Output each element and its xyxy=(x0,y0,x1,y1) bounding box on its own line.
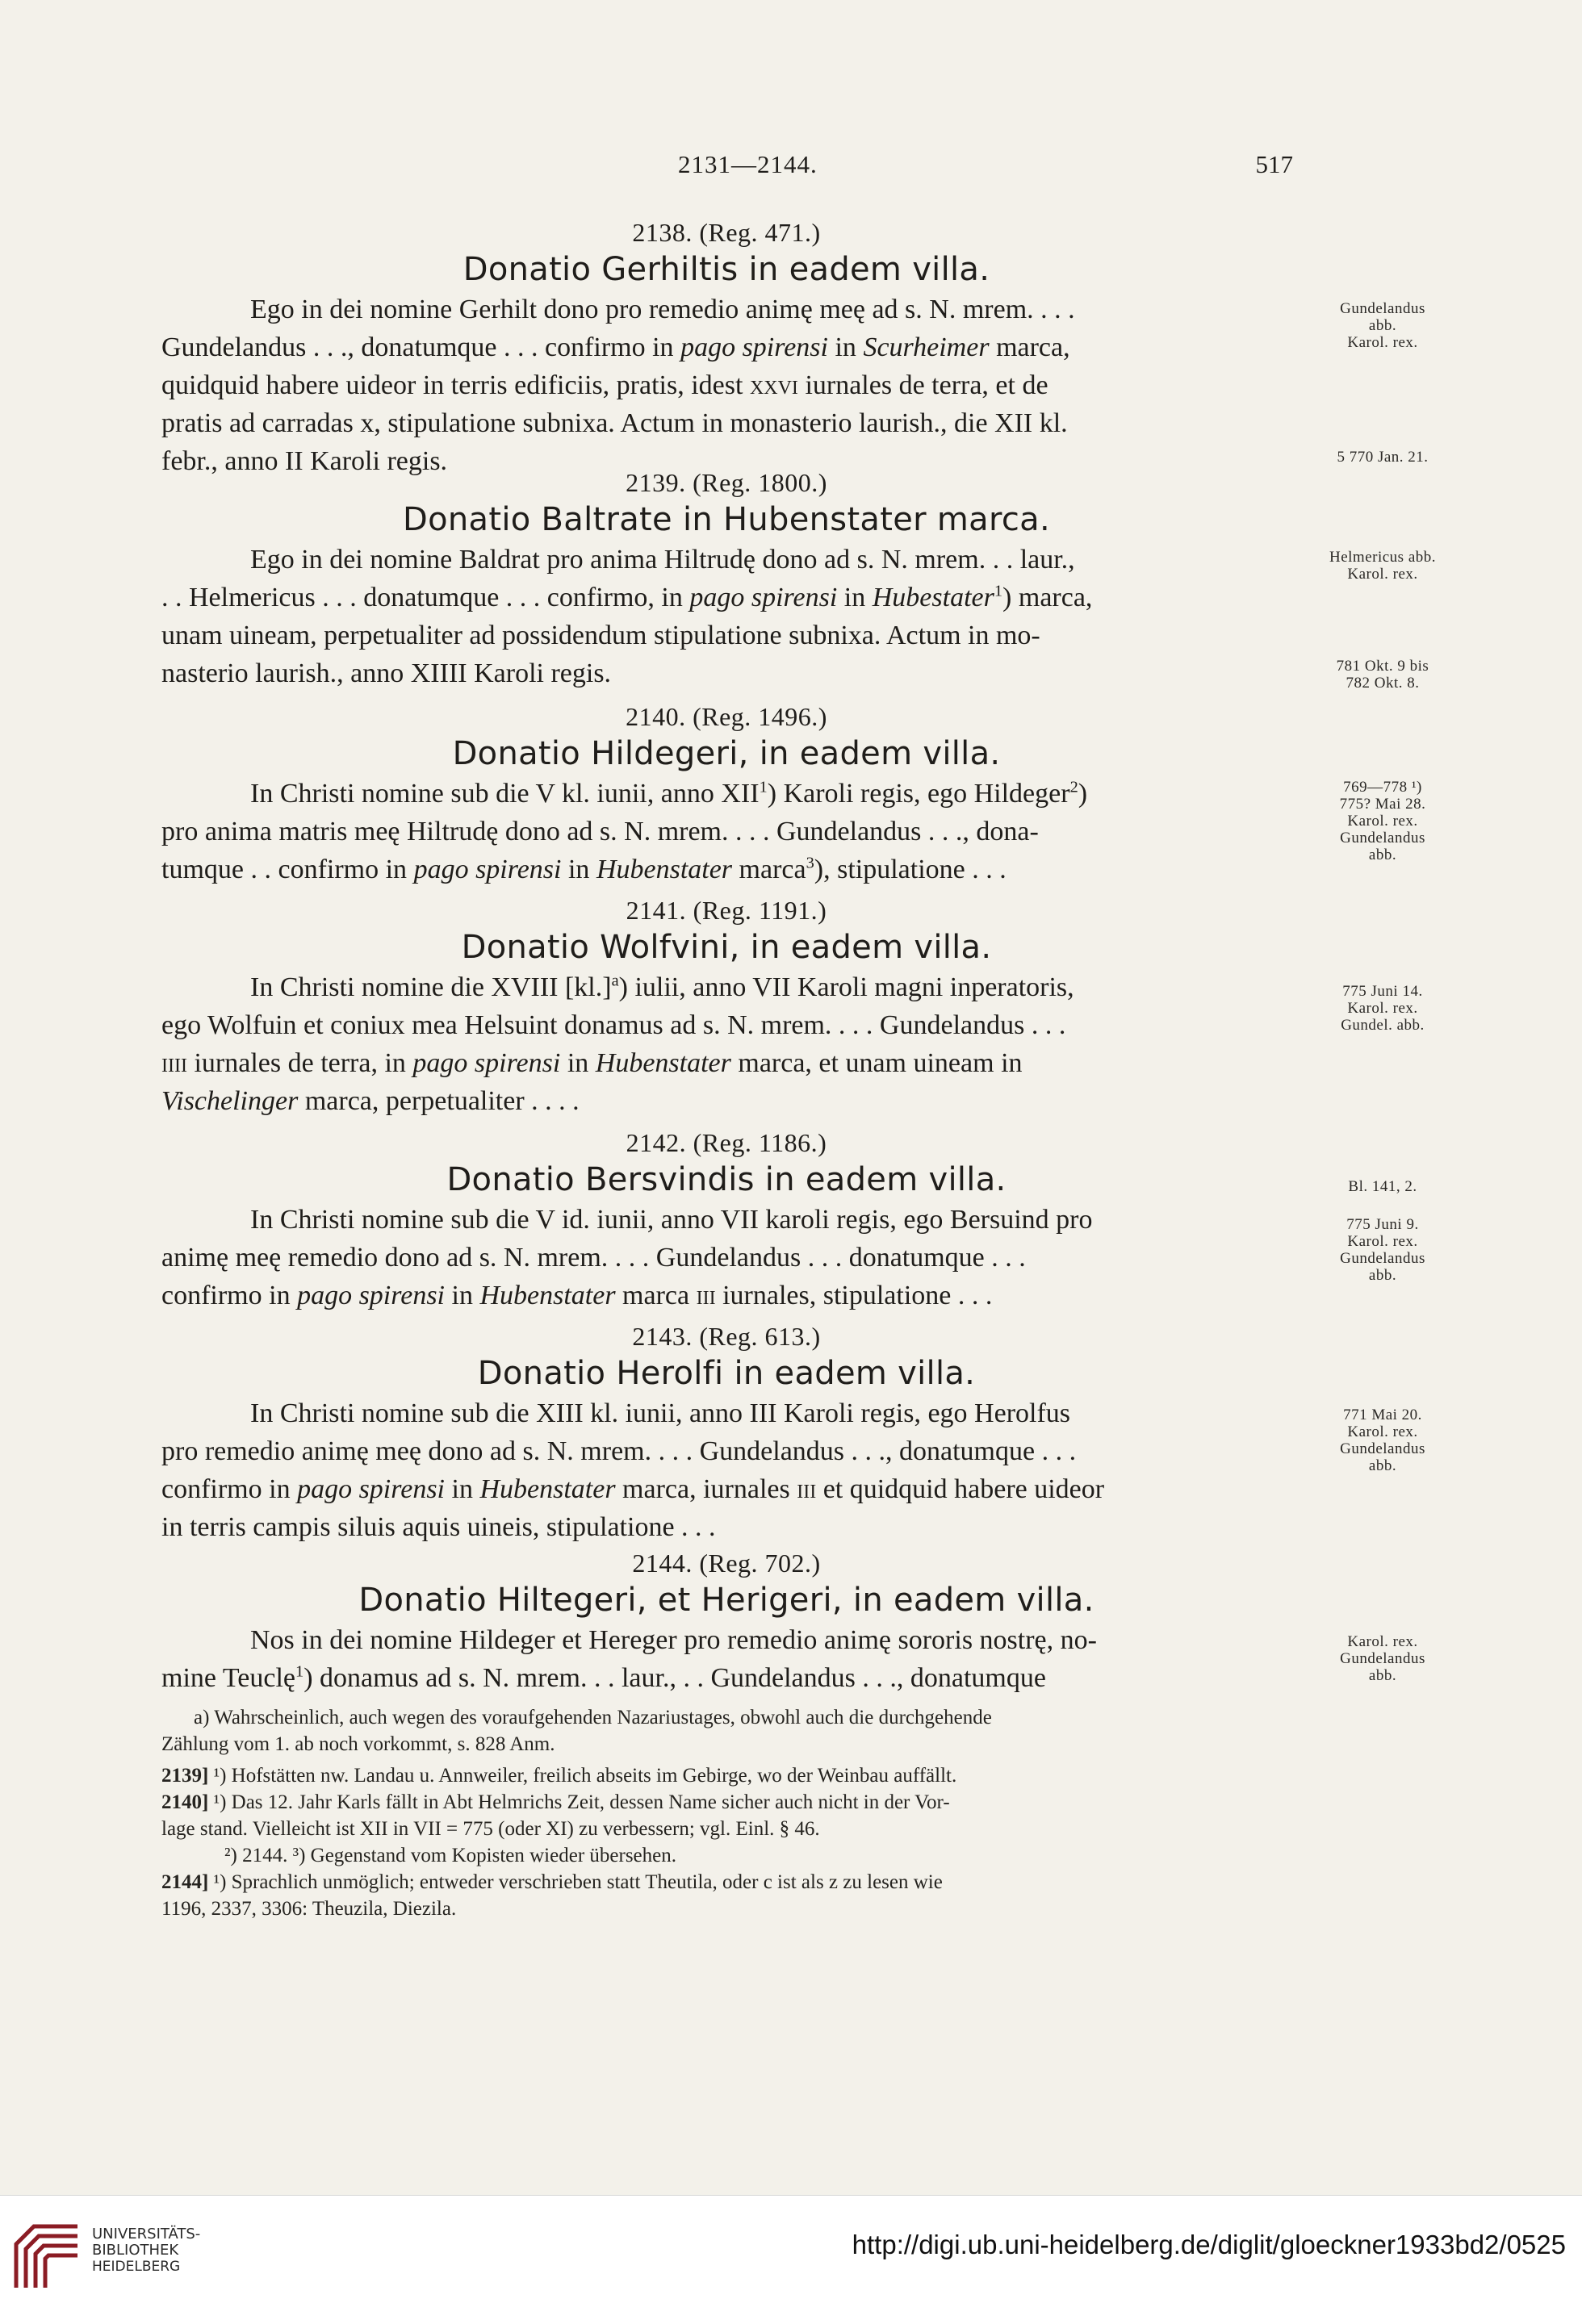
footnote-2139: 2139] ¹) Hofstätten nw. Landau u. Annweiler, freilich abseits im Gebirge, wo der Weinbau auffällt. xyxy=(161,1765,957,1787)
running-header xyxy=(161,150,1293,182)
margin-note: 775 Juni 14. Karol. rex. Gundel. abb. xyxy=(1341,983,1425,1034)
margin-date: 781 Okt. 9 bis 782 Okt. 8. xyxy=(1336,658,1429,692)
ub-heidelberg-logo-icon xyxy=(10,2220,84,2294)
margin-note: Helmericus abb. Karol. rex. xyxy=(1329,549,1436,583)
entry-text: In Christi nomine sub die V kl. iunii, anno XII$^1$) Karoli regis, ego Hildeger$^2$) pro anima matris meę Hiltrudę dono ad s. N. mrem. . . . Gundelandus . . ., dona- tumque . . confirmo in pago spirensi in Hubenstater marca$^3$), stipulatione . . . xyxy=(161,778,1088,884)
charter-entry-2144 xyxy=(161,1547,1291,1697)
footnotes: a) Wahrscheinlich, auch wegen des voraufgehenden Nazariustages, obwohl auch die durchgehende Zählung vom 1. ab noch vorkommt, s. 828 Anm. 2139] ¹) Hofstätten nw. Landau u. Annweiler, freilich abseits im Gebirge, wo der Weinbau auffällt. 2140] ¹) Das 12. Jahr Karls fällt in Abt Helmrichs Zeit, dessen Name sicher auch nicht in der Vor- lage stand. Vielleicht ist XII in VII = 775 (oder XI) zu verbessern; vgl. Einl. § 46. ²) 2144. ³) Gegenstand vom Kopisten wieder übersehen. 2144] ¹) Sprachlich unmöglich; entweder verschrieben statt Theutila, oder c ist als z zu lesen wie 1196, 2337, 3306: Theuzila, Diezila. xyxy=(161,1704,1283,1922)
entry-text: In Christi nomine die XVIII $[kl.]^a$) iulii, anno VII Karoli magni inperatoris, ego Wolfuin et coniux mea Helsuint donamus ad s. N. mrem. . . . Gundelandus . . . iiii iurnales de terra, in pago spirensi in Hubenstater marca, et unam uineam in Vischelinger marca, perpetualiter . . . . xyxy=(161,972,1074,1116)
charter-entry-2143 xyxy=(161,1320,1291,1546)
entry-number: 2141. (Reg. 1191.) xyxy=(626,896,827,925)
charter-entry-2138 xyxy=(161,216,1291,480)
entry-title: Donatio Baltrate in Hubenstater marca. xyxy=(403,501,1050,538)
footnote-2140: 2140] ¹) Das 12. Jahr Karls fällt in Abt Helmrichs Zeit, dessen Name sicher auch nicht in der Vor- xyxy=(161,1791,950,1813)
entry-text: In Christi nomine sub die XIII kl. iunii, anno III Karoli regis, ego Herolfus pro remedio animę meę dono ad s. N. mrem. . . . Gundelandus . . ., donatumque . . . confirmo in pago spirensi in Hubenstater marca, iurnales iii et quidquid habere uideor in terris campis siluis aquis uineis, stipulatione . . . xyxy=(161,1398,1105,1542)
page-range: 2131—2144. xyxy=(678,150,818,178)
entry-number: 2139. (Reg. 1800.) xyxy=(626,468,827,497)
margin-note: 775 Juni 9. Karol. rex. Gundelandus abb. xyxy=(1340,1216,1425,1284)
library-name: UNIVERSITÄTS- BIBLIOTHEK HEIDELBERG xyxy=(92,2226,201,2275)
entry-title: Donatio Hiltegeri, et Herigeri, in eadem villa. xyxy=(358,1582,1094,1619)
charter-entry-2142 xyxy=(161,1126,1291,1315)
margin-folio: Bl. 141, 2. xyxy=(1348,1178,1417,1195)
margin-note: Karol. rex. Gundelandus abb. xyxy=(1340,1633,1425,1684)
charter-entry-2140 xyxy=(161,700,1291,888)
entry-number: 2143. (Reg. 613.) xyxy=(632,1322,821,1351)
charter-entry-2139 xyxy=(161,466,1291,692)
entry-number: 2140. (Reg. 1496.) xyxy=(626,702,827,731)
entry-title: Donatio Bersvindis in eadem villa. xyxy=(446,1161,1007,1198)
charter-entry-2141 xyxy=(161,894,1291,1120)
footer-bar xyxy=(0,2195,1582,2324)
entry-title: Donatio Hildegeri, in eadem villa. xyxy=(452,735,1001,772)
entry-text: In Christi nomine sub die V id. iunii, anno VII karoli regis, ego Bersuind pro animę meę remedio dono ad s. N. mrem. . . . Gundelandus . . . donatumque . . . confirmo in pago spirensi in Hubenstater marca iii iurnales, stipulatione . . . xyxy=(161,1205,1093,1310)
footnote-2144: 2144] ¹) Sprachlich unmöglich; entweder verschrieben statt Theutila, oder c ist als z zu lesen wie xyxy=(161,1871,943,1893)
entry-text: Ego in dei nomine Gerhilt dono pro remedio animę meę ad s. N. mrem. . . . Gundelandus . . ., donatumque . . . confirmo in pago spirensi in Scurheimer marca, quidquid habere uideor in terris edificiis, pratis, idest xxvi iurnales de terra, et de pratis ad carradas x, stipulatione subnixa. Actum in monasterio laurish., die XII kl. febr., anno II Karoli regis. xyxy=(161,295,1075,476)
margin-note: 771 Mai 20. Karol. rex. Gundelandus abb. xyxy=(1340,1407,1425,1474)
source-url-link[interactable]: http://digi.ub.uni-heidelberg.de/diglit/gloeckner1933bd2/0525 xyxy=(852,2230,1566,2259)
entry-title: Donatio Wolfvini, in eadem villa. xyxy=(461,929,992,966)
margin-note: 769—778 ¹) 775? Mai 28. Karol. rex. Gundelandus abb. xyxy=(1339,779,1426,863)
margin-date: 5 770 Jan. 21. xyxy=(1337,449,1429,466)
entry-text: Nos in dei nomine Hildeger et Hereger pro remedio animę sororis nostrę, no- mine Teuclę$^1$) donamus ad s. N. mrem. . . laur., . . Gundelandus . . ., donatumque xyxy=(161,1625,1097,1693)
entry-number: 2142. (Reg. 1186.) xyxy=(626,1128,827,1157)
footnote-a: a) Wahrscheinlich, auch wegen des voraufgehenden Nazariustages, obwohl auch die durchgehende xyxy=(194,1707,992,1728)
entry-text: Ego in dei nomine Baldrat pro anima Hiltrudę dono ad s. N. mrem. . . laur., . . Helmericus . . . donatumque . . . confirmo, in pago spirensi in Hubestater$^1$) marca, unam uineam, perpetualiter ad possidendum stipulatione subnixa. Actum in mo- nasterio laurish., anno XIIII Karoli regis. xyxy=(161,545,1093,688)
entry-title: Donatio Herolfi in eadem villa. xyxy=(477,1355,976,1392)
page-number: 517 xyxy=(1255,150,1293,178)
entry-number: 2144. (Reg. 702.) xyxy=(632,1549,821,1578)
entry-number: 2138. (Reg. 471.) xyxy=(632,218,821,247)
margin-note: Gundelandus abb. Karol. rex. xyxy=(1340,300,1425,351)
entry-title: Donatio Gerhiltis in eadem villa. xyxy=(462,251,990,288)
